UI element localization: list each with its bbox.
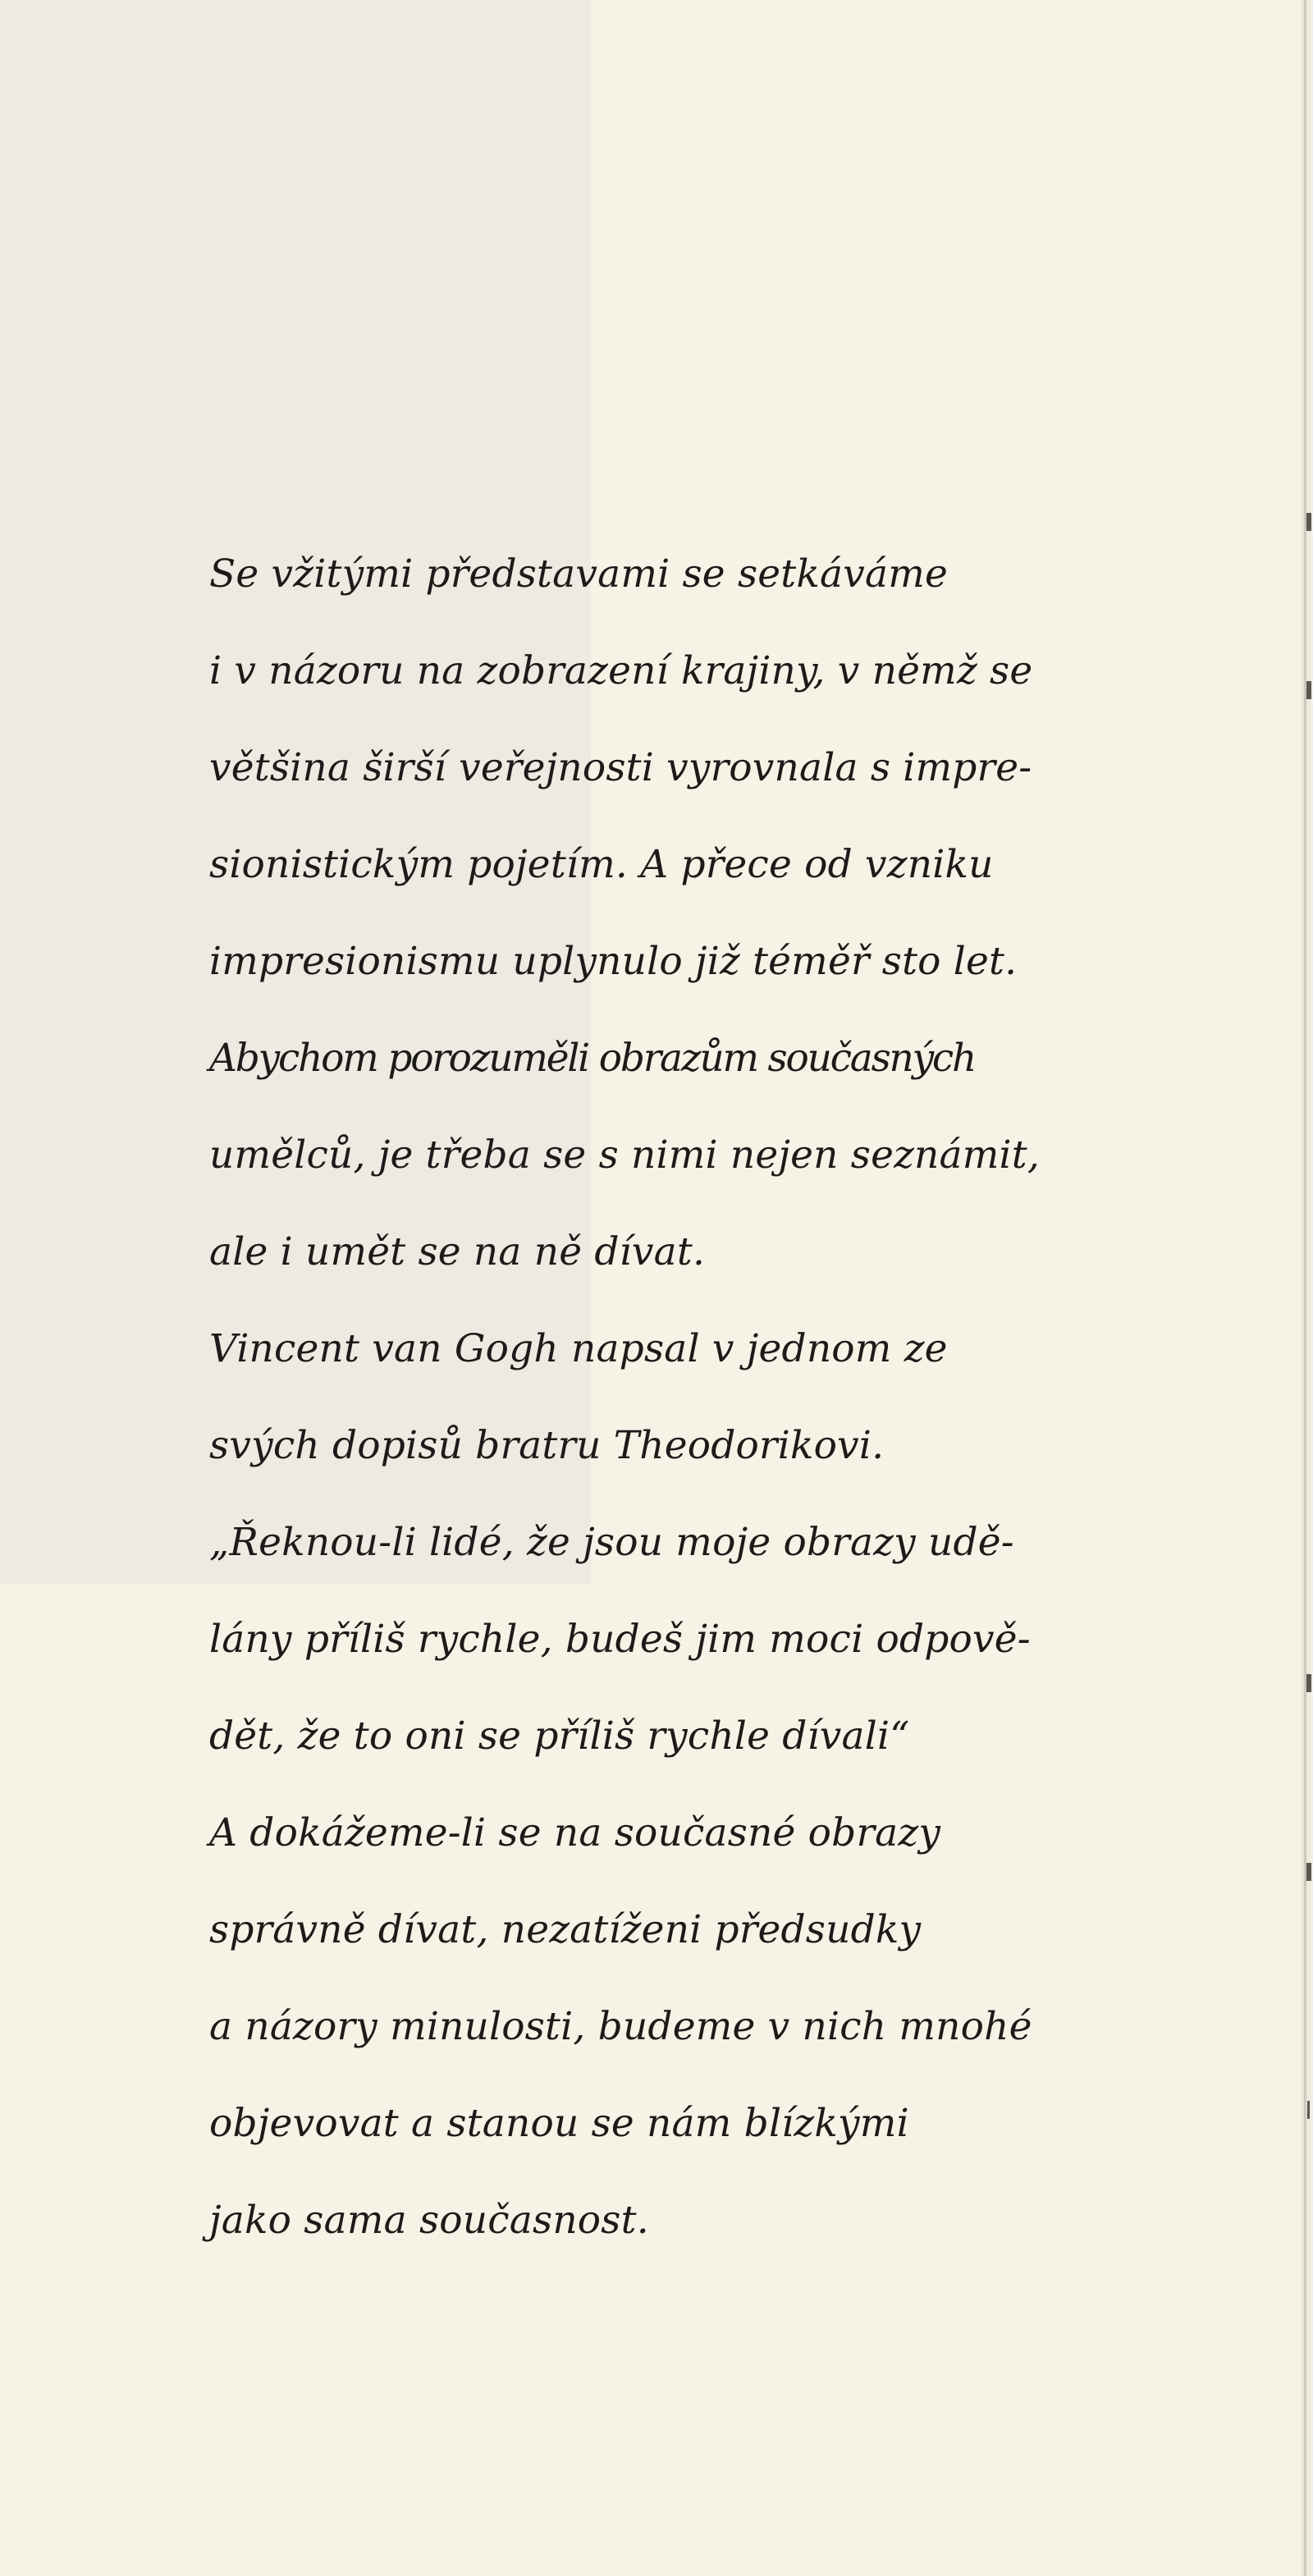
text-line: svých dopisů bratru Theodorikovi.	[209, 1422, 885, 1468]
edge-mark	[1306, 513, 1311, 531]
text-line: „Řeknou-li lidé, že jsou moje obrazy udě-	[209, 1519, 1014, 1565]
edge-mark	[1306, 1674, 1311, 1692]
text-line: správně dívat, nezatíženi předsudky	[209, 1906, 922, 1952]
text-line: i v názoru na zobrazení krajiny, v němž se	[209, 647, 1033, 693]
text-line: A dokážeme-li se na současné obrazy	[209, 1810, 941, 1855]
edge-mark	[1306, 681, 1311, 699]
body-text	[209, 525, 1153, 2268]
text-line: dět, že to oni se příliš rychle dívali“	[209, 1713, 910, 1759]
text-line: většina širší veřejnosti vyrovnala s impre-	[209, 744, 1032, 790]
text-line: Se vžitými představami se setkáváme	[209, 551, 949, 597]
page-edge-line	[1304, 0, 1306, 2576]
text-line: Abychom porozuměli obrazům současných	[209, 1035, 976, 1081]
edge-mark	[1306, 1863, 1311, 1881]
edge-mark	[1307, 2101, 1310, 2119]
text-line: impresionismu uplynulo již téměř sto let.	[209, 938, 1018, 984]
text-line: umělců, je třeba se s nimi nejen seznámit,	[209, 1132, 1040, 1178]
text-line: objevovat a stanou se nám blízkými	[209, 2100, 909, 2146]
text-line: sionistickým pojetím. A přece od vzniku	[209, 841, 994, 887]
text-line: a názory minulosti, budeme v nich mnohé	[209, 2003, 1032, 2049]
text-line: jako sama současnost.	[209, 2197, 649, 2243]
text-line: Vincent van Gogh napsal v jednom ze	[209, 1325, 948, 1371]
text-line: ale i umět se na ně dívat.	[209, 1229, 706, 1274]
text-line: lány příliš rychle, budeš jim moci odpově-	[209, 1616, 1031, 1662]
